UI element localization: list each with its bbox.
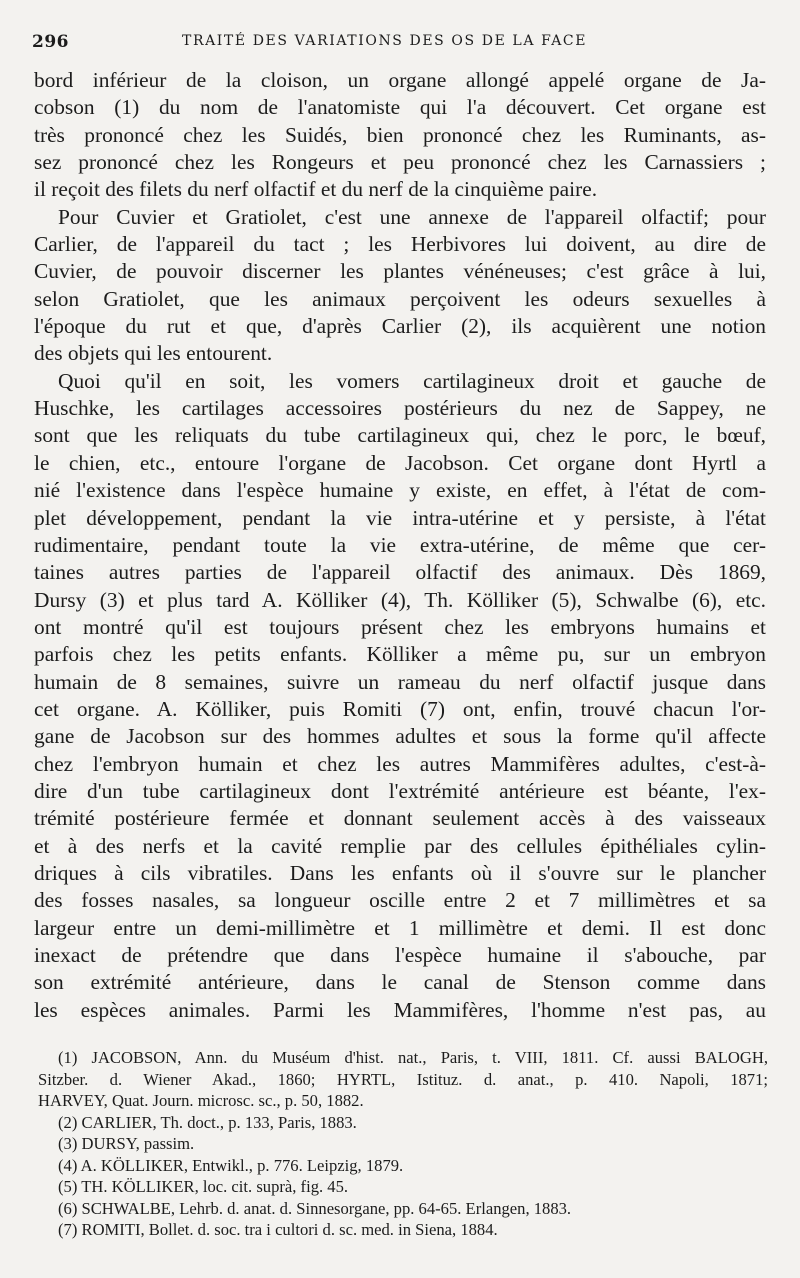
text-line: l'époque du rut et que, d'après Carlier (2), ils acquièrent une notion: [34, 314, 766, 339]
footnote-line: (6) SCHWALBE, Lehrb. d. anat. d. Sinnesorgane, pp. 64-65. Erlangen, 1883.: [58, 1198, 572, 1218]
text-line: trémité postérieure fermée et donnant seulement accès à des vaisseaux: [34, 806, 766, 831]
footnote-line: Sitzber. d. Wiener Akad., 1860; HYRTL, Istituz. d. anat., p. 410. Napoli, 1871;: [38, 1069, 768, 1089]
text-line: driques à cils vibratiles. Dans les enfants où il s'ouvre sur le plancher: [34, 860, 766, 885]
page-header: [32, 32, 768, 54]
text-line: largeur entre un demi-millimètre et 1 millimètre et demi. Il est donc: [34, 915, 766, 940]
text-line: Carlier, de l'appareil du tact ; les Herbivores lui doivent, au dire de: [34, 232, 766, 257]
text-line: parfois chez les petits enfants. Kölliker a même pu, sur un embryon: [34, 642, 766, 667]
footnotes: [38, 1047, 768, 1241]
text-line: nié l'existence dans l'espèce humaine y existe, en effet, à l'état de com-: [34, 478, 766, 503]
text-line: Pour Cuvier et Gratiolet, c'est une annexe de l'appareil olfactif; pour: [58, 204, 766, 229]
footnote-line: (3) DURSY, passim.: [58, 1134, 195, 1153]
footnote-line: (4) A. KÖLLIKER, Entwikl., p. 776. Leipzig, 1879.: [58, 1155, 404, 1175]
text-line: bord inférieur de la cloison, un organe allongé appelé organe de Ja-: [34, 68, 766, 92]
text-line: des fosses nasales, sa longueur oscille entre 2 et 7 millimètres et sa: [34, 888, 766, 913]
text-line: Dursy (3) et plus tard A. Kölliker (4), Th. Kölliker (5), Schwalbe (6), etc.: [34, 587, 766, 612]
text-line: taines autres parties de l'appareil olfactif des animaux. Dès 1869,: [34, 560, 766, 585]
text-line: cet organe. A. Kölliker, puis Romiti (7) ont, enfin, trouvé chacun l'or-: [34, 696, 766, 721]
footnote-line: (2) CARLIER, Th. doct., p. 133, Paris, 1883.: [58, 1112, 357, 1132]
text-line: rudimentaire, pendant toute la vie extra-utérine, de même que cer-: [34, 532, 766, 557]
footnote-line: (1) JACOBSON, Ann. du Muséum d'hist. nat., Paris, t. VIII, 1811. Cf. aussi BALOGH,: [58, 1048, 768, 1067]
text-line: dire d'un tube cartilagineux dont l'extrémité antérieure est béante, l'ex-: [34, 778, 766, 803]
text-line: gane de Jacobson sur des hommes adultes et sous la forme qu'il affecte: [34, 724, 766, 749]
text-line: Huschke, les cartilages accessoires postérieurs du nez de Sappey, ne: [34, 396, 766, 421]
text-line: humain de 8 semaines, suivre un rameau du nerf olfactif jusque dans: [34, 669, 766, 694]
text-line: Quoi qu'il en soit, les vomers cartilagineux droit et gauche de: [58, 368, 766, 393]
main-text: [34, 67, 766, 1024]
text-line: sez prononcé chez les Rongeurs et peu prononcé chez les Carnassiers ;: [34, 150, 766, 175]
footnote-line: (7) ROMITI, Bollet. d. soc. tra i cultori d. sc. med. in Siena, 1884.: [58, 1220, 498, 1239]
text-line: chez l'embryon humain et chez les autres Mammifères adultes, c'est-à-: [34, 751, 766, 776]
footnote-line: (5) TH. KÖLLIKER, loc. cit. suprà, fig. 45.: [58, 1177, 349, 1196]
text-line: et à des nerfs et la cavité remplie par des cellules épithéliales cylin-: [34, 833, 766, 858]
text-line: très prononcé chez les Suidés, bien prononcé chez les Ruminants, as-: [34, 122, 766, 147]
text-line: ont montré qu'il est toujours présent chez les embryons humains et: [34, 614, 766, 639]
text-line: selon Gratiolet, que les animaux perçoivent les odeurs sexuelles à: [34, 286, 766, 311]
text-line: les espèces animales. Parmi les Mammifères, l'homme n'est pas, au: [34, 997, 766, 1022]
text-line: il reçoit des filets du nerf olfactif et du nerf de la cinquième paire.: [34, 177, 598, 202]
text-line: Cuvier, de pouvoir discerner les plantes vénéneuses; c'est grâce à lui,: [34, 259, 766, 284]
text-line: le chien, etc., entoure l'organe de Jacobson. Cet organe dont Hyrtl a: [34, 450, 766, 475]
text-line: cobson (1) du nom de l'anatomiste qui l'a découvert. Cet organe est: [34, 95, 766, 120]
page-number: 296: [32, 32, 69, 52]
text-line: inexact de prétendre que dans l'espèce humaine il s'abouche, par: [34, 943, 766, 967]
text-line: des objets qui les entourent.: [34, 341, 273, 366]
text-line: sont que les reliquats du tube cartilagineux qui, chez le porc, le bœuf,: [34, 423, 766, 448]
running-head: TRAITÉ DES VARIATIONS DES OS DE LA FACE: [182, 33, 588, 49]
text-line: plet développement, pendant la vie intra-utérine et y persiste, à l'état: [34, 505, 766, 530]
footnote-line: HARVEY, Quat. Journ. microsc. sc., p. 50, 1882.: [38, 1091, 364, 1110]
text-line: son extrémité antérieure, dans le canal de Stenson comme dans: [34, 970, 766, 995]
